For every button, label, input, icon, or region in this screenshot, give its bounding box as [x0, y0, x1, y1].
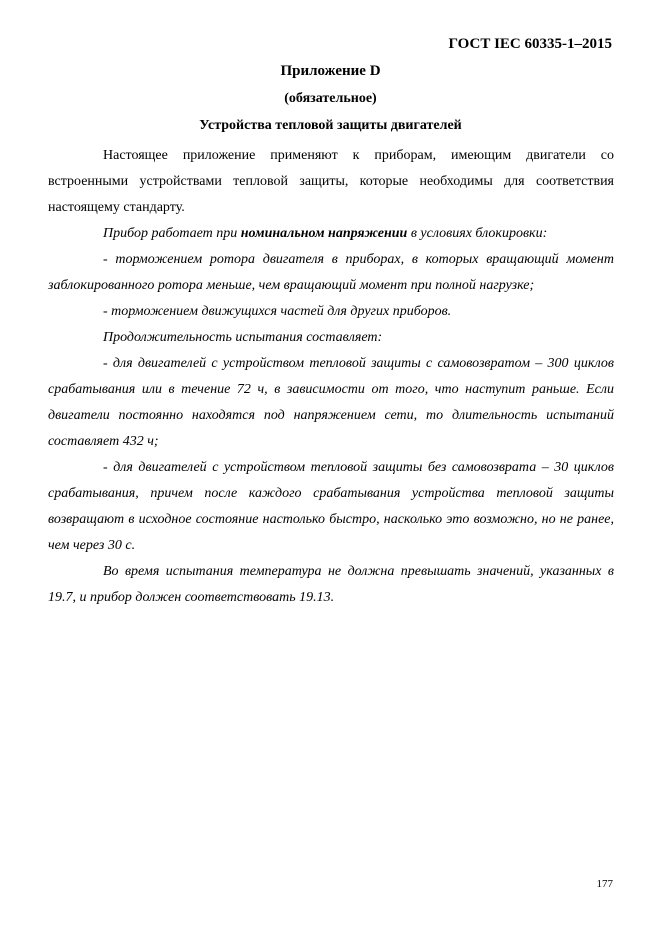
appendix-heading: Устройства тепловой защиты двигателей	[199, 118, 462, 133]
appendix-title: Приложение D	[280, 63, 381, 79]
page-number: 177	[596, 878, 613, 890]
paragraph-operation	[48, 221, 614, 247]
paragraph-scope: Настоящее приложение применяют к приборам, имеющим двигатели со встроенными устройствами тепловой защиты, которые необходимы для соответствия настоящему стандарту.	[48, 148, 614, 215]
list-item-moving-parts: - торможением движущихся частей для других приборов.	[103, 304, 452, 319]
paragraph-duration: Продолжительность испытания составляет:	[103, 330, 383, 345]
paragraph-temperature: Во время испытания температура не должна превышать значений, указанных в 19.7, и прибор должен соответствовать 19.13.	[48, 564, 614, 605]
body-text	[48, 143, 614, 611]
paragraph-operation-start: Прибор работает при	[103, 226, 241, 241]
standard-code: ГОСТ IEC 60335-1–2015	[448, 36, 612, 52]
list-item-self-resetting: - для двигателей с устройством тепловой защиты с самовозвратом – 300 циклов срабатывания или в течение 72 ч, в зависимости от того, что наступит раньше. Если двигатели постоянно находятся под напряжением сети, то длительность испытаний составляет 432 ч;	[48, 356, 614, 449]
list-item-rotor-locking: - торможением ротора двигателя в приборах, в которых вращающий момент заблокированного ротора меньше, чем вращающий момент при полной нагрузке;	[48, 252, 614, 293]
list-item-non-self-resetting: - для двигателей с устройством тепловой защиты без самовозврата – 30 циклов срабатывания, причем после каждого срабатывания устройства тепловой защиты возвращают в исходное состояние настолько быстро, насколько это возможно, но не ранее, чем через 30 с.	[48, 460, 614, 553]
paragraph-operation-end: в условиях блокировки:	[407, 226, 548, 241]
appendix-status: (обязательное)	[284, 91, 377, 106]
term-rated-voltage: номинальном напряжении	[240, 226, 408, 241]
